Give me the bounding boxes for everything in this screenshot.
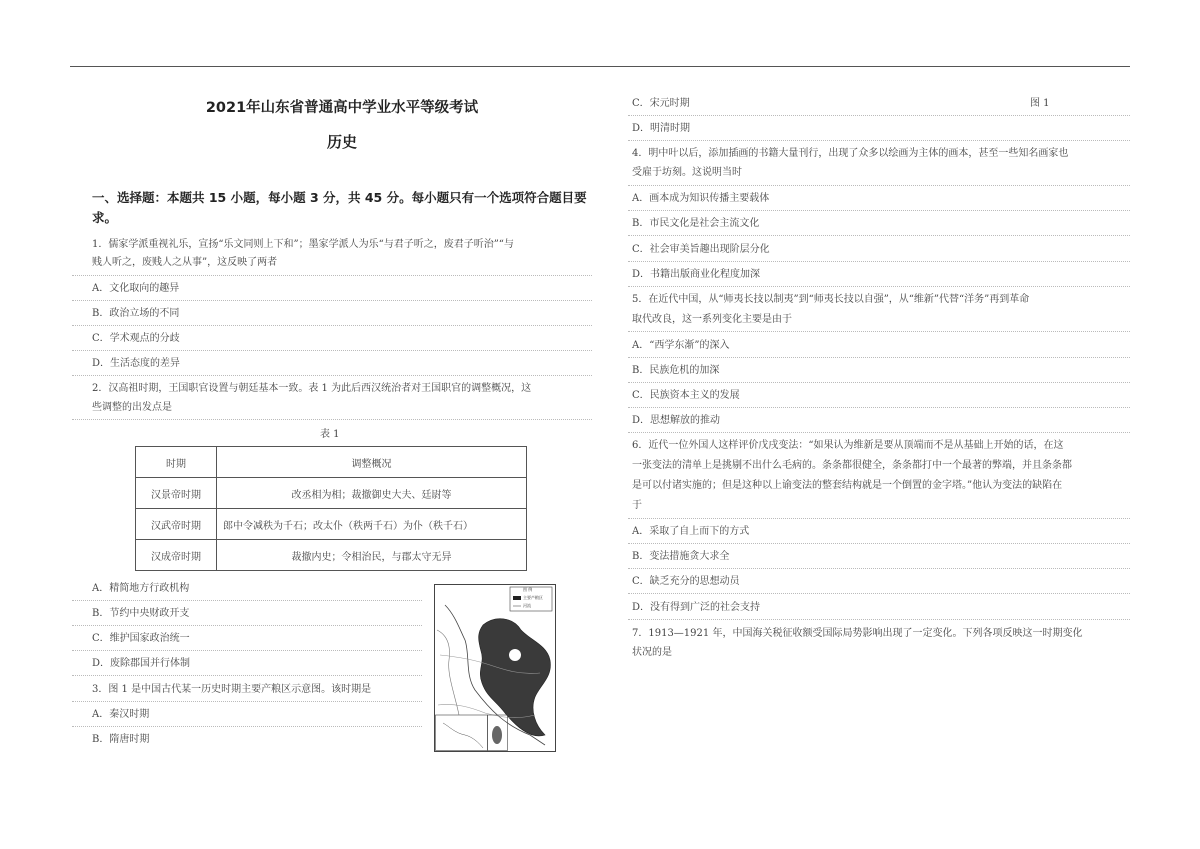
divider xyxy=(628,286,1130,287)
q1-option-c: C．学术观点的分歧 xyxy=(92,333,180,344)
section-heading-line2: 求。 xyxy=(92,210,118,225)
q5-option-a: A．“西学东渐”的深入 xyxy=(632,340,730,351)
divider xyxy=(628,331,1130,332)
q1-option-b: B．政治立场的不同 xyxy=(92,308,180,319)
exam-title: 2021年山东省普通高中学业水平等级考试 xyxy=(205,100,479,116)
table-cell: 汉景帝时期 xyxy=(136,478,217,509)
table-header-row xyxy=(136,447,527,478)
divider xyxy=(628,518,1130,519)
q5-option-d: D．思想解放的推动 xyxy=(632,415,721,426)
q5-option-b: B．民族危机的加深 xyxy=(632,365,720,376)
q4-stem-line1: 4．明中叶以后，添加插画的书籍大量刊行，出现了众多以绘画为主体的画本，甚至一些知名画家也 xyxy=(632,148,1069,159)
q6-option-a: A．采取了自上而下的方式 xyxy=(632,526,750,537)
divider xyxy=(628,235,1130,236)
q3-option-a: A．秦汉时期 xyxy=(92,709,150,720)
table-row xyxy=(136,540,527,571)
divider xyxy=(72,325,592,326)
table-header-cell: 时期 xyxy=(136,447,217,478)
q7-stem-line1: 7．1913—1921 年，中国海关税征收额受国际局势影响出现了一定变化。下列各项反映这一时期变化 xyxy=(632,628,1083,639)
q6-option-b: B．变法措施贪大求全 xyxy=(632,551,730,562)
table-cell: 裁撤内史；令相治民，与郡太守无异 xyxy=(217,540,527,571)
subject-title: 历史 xyxy=(326,133,357,151)
divider xyxy=(628,140,1130,141)
q4-stem-line2: 受雇于坊刻。这说明当时 xyxy=(632,167,742,178)
q1-stem-line2: 贱人听之，废贱人之从事”，这反映了两者 xyxy=(92,257,278,268)
q2-option-c: C．维护国家政治统一 xyxy=(92,633,190,644)
section-heading-line1: 一、选择题：本题共 15 小题，每小题 3 分，共 45 分。每小题只有一个选项符合题目要 xyxy=(92,190,587,205)
q5-stem-line1: 5．在近代中国，从“师夷长技以制夷”到“师夷长技以自强”，从“维新”代替“洋务”再到革命 xyxy=(632,294,1030,305)
divider xyxy=(72,726,422,727)
q7-stem-line2: 状况的是 xyxy=(632,647,672,658)
map-drawing xyxy=(435,585,555,751)
q6-stem-line3: 是可以付诸实施的；但是这种以上谕变法的整套结构就是一个倒置的金字塔。”他认为变法的缺陷在 xyxy=(632,480,1063,491)
divider xyxy=(72,650,422,651)
divider xyxy=(72,701,422,702)
q1-option-a: A．文化取向的趣异 xyxy=(92,283,180,294)
divider xyxy=(628,619,1130,620)
q3-option-d: D．明清时期 xyxy=(632,123,691,134)
q1-stem-line1: 1．儒家学派重视礼乐，宣扬“乐文同则上下和”；墨家学派人为乐“与君子听之，废君子听治”“与 xyxy=(92,239,514,250)
legend-item-river: 河流 xyxy=(523,603,531,608)
divider xyxy=(628,382,1130,383)
divider xyxy=(628,543,1130,544)
q2-option-a: A．精简地方行政机构 xyxy=(92,583,190,594)
adjustment-table xyxy=(135,446,527,571)
divider xyxy=(72,375,592,376)
table-row xyxy=(136,509,527,540)
q6-stem-line4: 于 xyxy=(632,500,642,511)
q2-stem-line2: 些调整的出发点是 xyxy=(92,402,172,413)
q2-stem-line1: 2．汉高祖时期，王国职官设置与朝廷基本一致。表 1 为此后西汉统治者对王国职官的调整概况，这 xyxy=(92,383,532,394)
divider xyxy=(628,115,1130,116)
q4-option-a: A．画本成为知识传播主要载体 xyxy=(632,193,770,204)
divider xyxy=(72,419,592,420)
table-cell: 汉武帝时期 xyxy=(136,509,217,540)
table-row xyxy=(136,478,527,509)
table-cell: 郎中令减秩为千石；改太仆（秩两千石）为仆（秩千石） xyxy=(217,509,527,540)
divider xyxy=(628,432,1130,433)
section-heading xyxy=(92,188,592,228)
table-caption: 表 1 xyxy=(320,429,340,440)
divider xyxy=(72,675,422,676)
table-cell: 汉成帝时期 xyxy=(136,540,217,571)
divider xyxy=(72,625,422,626)
divider xyxy=(72,600,422,601)
divider xyxy=(628,593,1130,594)
q5-stem-line2: 取代改良，这一系列变化主要是由于 xyxy=(632,314,792,325)
q4-option-b: B．市民文化是社会主流文化 xyxy=(632,218,760,229)
q4-option-c: C．社会审美旨趣出现阶层分化 xyxy=(632,244,770,255)
q3-stem: 3．图 1 是中国古代某一历史时期主要产粮区示意图。该时期是 xyxy=(92,684,372,695)
q2-option-b: B．节约中央财政开支 xyxy=(92,608,190,619)
q4-option-d: D．书籍出版商业化程度加深 xyxy=(632,269,761,280)
q1-option-d: D．生活态度的差异 xyxy=(92,358,181,369)
divider xyxy=(72,275,592,276)
divider xyxy=(628,210,1130,211)
q6-stem-line1: 6．近代一位外国人这样评价戊戌变法：“如果认为维新是要从顶端而不是从基础上开始的话，在这 xyxy=(632,440,1064,451)
divider xyxy=(628,357,1130,358)
divider xyxy=(628,261,1130,262)
grain-region-map xyxy=(434,584,556,752)
divider xyxy=(72,300,592,301)
q3-option-b: B．隋唐时期 xyxy=(92,734,150,745)
q5-option-c: C．民族资本主义的发展 xyxy=(632,390,740,401)
q6-stem-line2: 一张变法的清单上是挑剔不出什么毛病的。条条都很健全，条条都打中一个最著的弊端，并且条条都 xyxy=(632,460,1072,471)
q3-option-c: C．宋元时期 xyxy=(632,98,690,109)
divider xyxy=(628,568,1130,569)
divider xyxy=(72,350,592,351)
q6-option-d: D．没有得到广泛的社会支持 xyxy=(632,602,761,613)
divider xyxy=(628,185,1130,186)
figure-label: 图 1 xyxy=(1030,98,1050,109)
q2-option-d: D．废除郡国并行体制 xyxy=(92,658,191,669)
divider xyxy=(628,407,1130,408)
header-rule xyxy=(70,66,1130,67)
q6-option-c: C．缺乏充分的思想动员 xyxy=(632,576,740,587)
table-header-cell: 调整概况 xyxy=(217,447,527,478)
table-cell: 改丞相为相；裁撤御史大夫、廷尉等 xyxy=(217,478,527,509)
legend-item-grain: 主要产粮区 xyxy=(523,595,543,600)
legend-title: 图 例 xyxy=(523,587,533,592)
